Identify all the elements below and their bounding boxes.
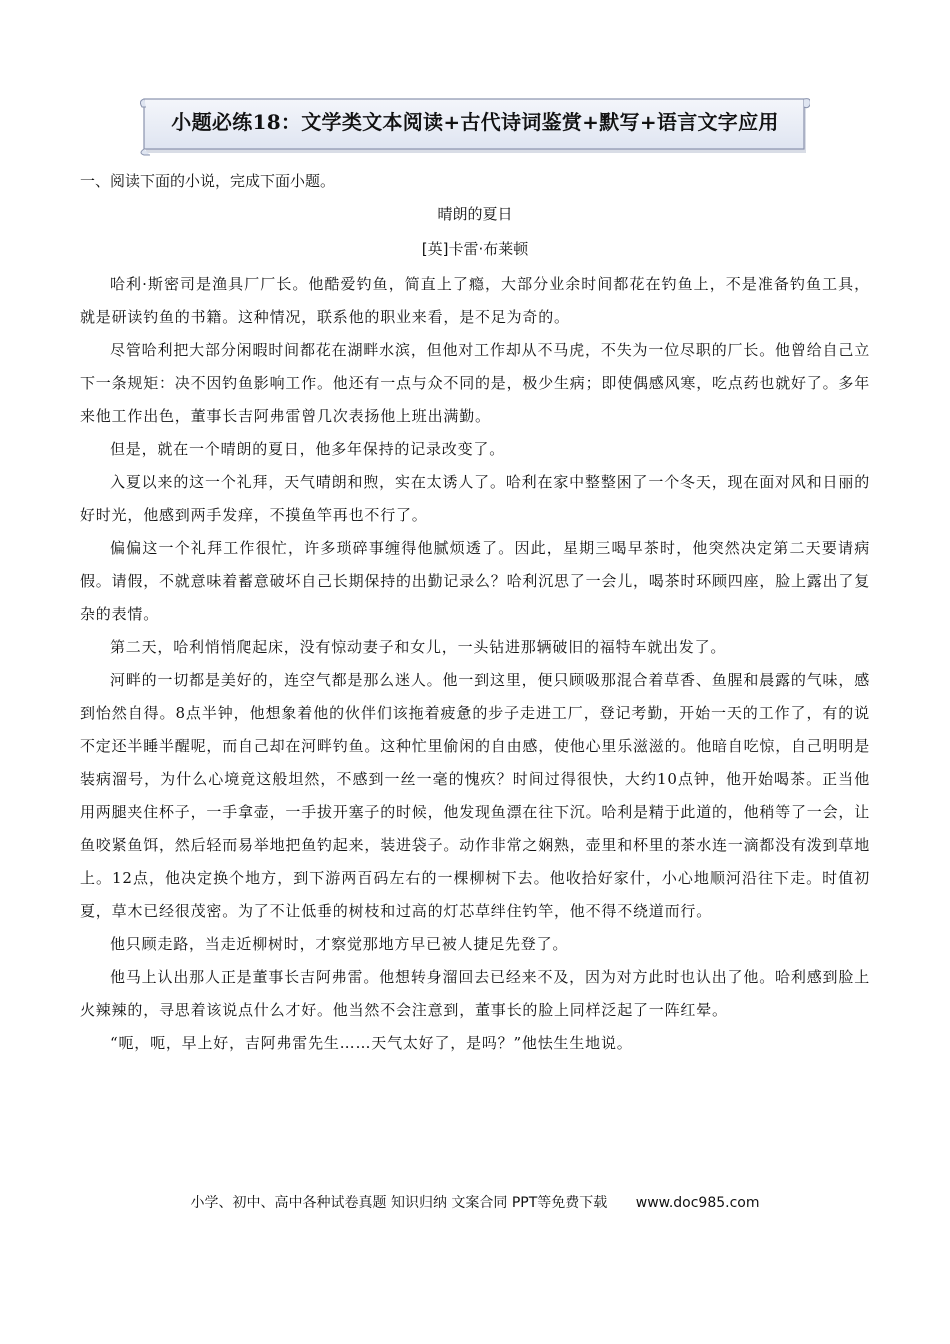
paragraph: 河畔的一切都是美好的，连空气都是那么迷人。他一到这里，便只顾吸那混合着草香、鱼腥和晨露的气味，感到怡然自得。8点半钟，他想象着他的伙伴们该拖着疲惫的步子走进工厂，登记考勤，开始一天的工作了，有的说不定还半睡半醒呢，而自己却在河畔钓鱼。这种忙里偷闲的自由感，使他心里乐滋滋的。他暗自吃惊，自己明明是装病溜号，为什么心境竟这般坦然，不感到一丝一毫的愧疚？时间过得很快，大约10点钟，他开始喝茶。正当他用两腿夹住杯子，一手拿壶，一手拔开塞子的时候，他发现鱼漂在往下沉。哈利是精于此道的，他稍等了一会，让鱼咬紧鱼饵，然后轻而易举地把鱼钓起来，装进袋子。动作非常之娴熟，壶里和杯里的茶水连一滴都没有泼到草地上。12点，他决定换个地方，到下游两百码左右的一棵柳树下去。他收拾好家什，小心地顺河沿往下走。时值初夏，草木已经很茂密。为了不让低垂的树枝和过高的灯芯草绊住钓竿，他不得不绕道而行。 — [80, 671, 871, 920]
section-heading: 一、阅读下面的小说，完成下面小题。 — [80, 172, 336, 190]
paragraph: 尽管哈利把大部分闲暇时间都花在湖畔水滨，但他对工作却从不马虎，不失为一位尽职的厂长。他曾给自己立下一条规矩：决不因钓鱼影响工作。他还有一点与众不同的是，极少生病；即使偶感风寒，吃点药也就好了。多年来他工作出色，董事长吉阿弗雷曾几次表扬他上班出满勤。 — [80, 341, 871, 425]
story-body — [80, 268, 870, 1060]
paragraph: “呃，呃，早上好，吉阿弗雷先生……天气太好了，是吗？”他怯生生地说。 — [110, 1034, 633, 1052]
paragraph: 第二天，哈利悄悄爬起床，没有惊动妻子和女儿，一头钻进那辆破旧的福特车就出发了。 — [110, 638, 727, 656]
page-title: 小题必练18：文学类文本阅读+古代诗词鉴赏+默写+语言文字应用 — [171, 109, 779, 134]
paragraph: 入夏以来的这一个礼拜，天气晴朗和煦，实在太诱人了。哈利在家中整整困了一个冬天，现在面对风和日丽的好时光，他感到两手发痒，不摸鱼竿再也不行了。 — [80, 473, 870, 524]
paragraph: 但是，就在一个晴朗的夏日，他多年保持的记录改变了。 — [110, 440, 506, 458]
paragraph: 他马上认出那人正是董事长吉阿弗雷。他想转身溜回去已经来不及，因为对方此时也认出了他。哈利感到脸上火辣辣的，寻思着该说点什么才好。他当然不会注意到，董事长的脸上同样泛起了一阵红晕。 — [80, 968, 870, 1019]
footer-site-link[interactable]: www.doc985.com — [635, 1195, 760, 1211]
paragraph: 哈利·斯密司是渔具厂厂长。他酷爱钓鱼，简直上了瘾，大部分业余时间都花在钓鱼上，不是准备钓鱼工具，就是研读钓鱼的书籍。这种情况，联系他的职业来看，是不足为奇的。 — [80, 275, 870, 326]
story-author: [英]卡雷·布莱顿 — [421, 240, 529, 258]
page-footer — [0, 1192, 950, 1212]
title-banner — [140, 95, 810, 155]
paragraph: 他只顾走路，当走近柳树时，才察觉那地方早已被人捷足先登了。 — [110, 935, 569, 953]
footer-text: 小学、初中、高中各种试卷真题 知识归纳 文案合同 PPT等免费下载 — [190, 1195, 608, 1211]
paragraph: 偏偏这一个礼拜工作很忙，许多琐碎事缠得他腻烦透了。因此，星期三喝早茶时，他突然决定第二天要请病假。请假，不就意味着蓄意破坏自己长期保持的出勤记录么？哈利沉思了一会儿，喝茶时环顾四座，脸上露出了复杂的表情。 — [80, 539, 871, 623]
story-title: 晴朗的夏日 — [437, 205, 513, 223]
